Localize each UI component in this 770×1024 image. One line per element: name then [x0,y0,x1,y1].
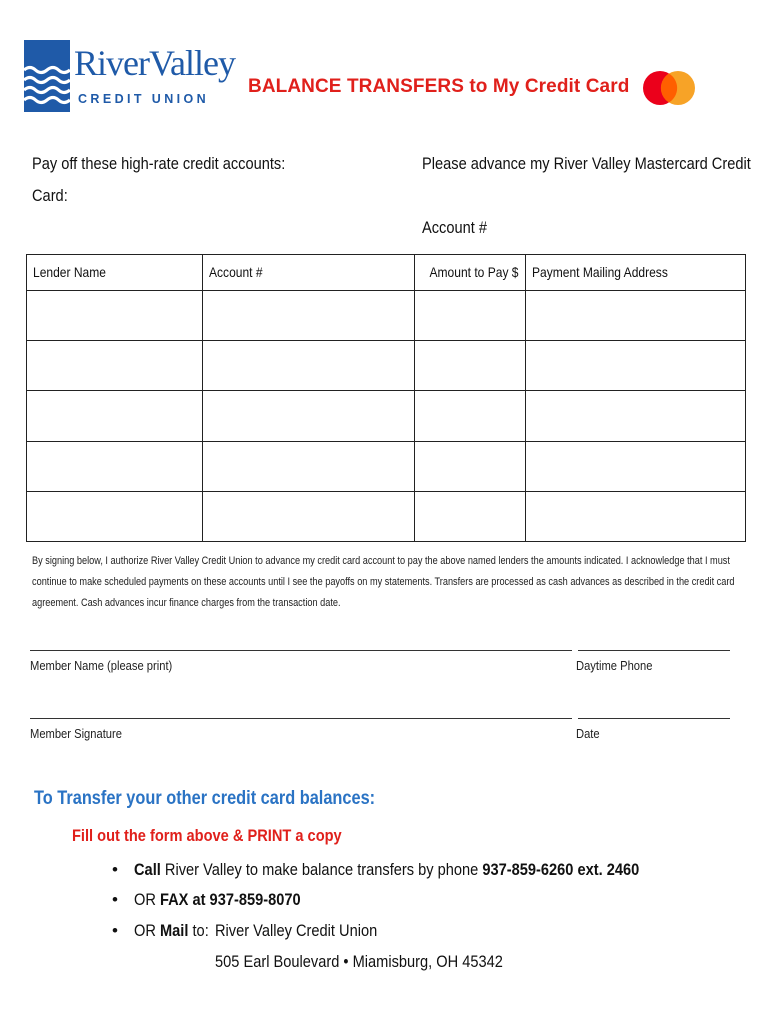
account-number-cell[interactable] [202,290,415,340]
mailing-address-cell[interactable] [525,290,745,340]
bullet: • [112,890,118,909]
table-row [27,290,746,340]
member-name-label: Member Name (please print) [30,658,173,673]
lender-table [26,254,746,542]
table-row [27,491,746,541]
amount-cell[interactable] [415,341,526,391]
authorization-disclaimer: By signing below, I authorize River Valley Credit Union to advance my credit card account to pay the above named lenders the amounts indicated. I acknowledge that I must continue to make scheduled payments on these accounts until I see the payoffs on my statements. Transfers are processed as cash advances as described in the credit card agreement. Cash advances incur finance charges from the transaction date. [32,555,735,609]
mailing-address-cell[interactable] [525,441,745,491]
logo-subtitle: CREDIT UNION [78,92,210,106]
mail-instruction: • OR Mail to: [112,921,209,940]
fax-instruction: • OR FAX at 937-859-8070 [112,890,301,909]
table-row [27,341,746,391]
payoff-intro: Pay off these high-rate credit accounts: [32,154,286,173]
amount-cell[interactable] [415,290,526,340]
call-instruction: • Call River Valley to make balance transfers by phone 937-859-6260 ext. 2460 [112,860,640,879]
mailing-address-cell[interactable] [525,391,745,441]
account-number-cell[interactable] [202,391,415,441]
amount-cell[interactable] [415,491,526,541]
amount-cell[interactable] [415,391,526,441]
table-header-row [27,255,746,291]
mail-address: 505 Earl Boulevard • Miamisburg, OH 45342 [215,952,503,971]
lender-name-cell[interactable] [27,441,203,491]
instructions-title: To Transfer your other credit card balances: [34,788,376,809]
river-wave-icon [24,40,70,112]
header-payment-mailing-address: Payment Mailing Address [525,255,745,291]
lender-name-cell[interactable] [27,341,203,391]
daytime-phone-field[interactable] [578,650,730,651]
river-valley-logo [24,40,235,112]
header-amount-to-pay: Amount to Pay $ [415,255,526,291]
amount-cell[interactable] [415,441,526,491]
table-row [27,391,746,441]
lender-name-cell[interactable] [27,391,203,441]
account-number-cell[interactable] [202,491,415,541]
header-lender-name: Lender Name [27,255,203,291]
member-signature-label: Member Signature [30,726,122,741]
table-row [27,441,746,491]
account-number-cell[interactable] [202,441,415,491]
mail-recipient-name: River Valley Credit Union [215,921,378,940]
document-title: BALANCE TRANSFERS to My Credit Card [248,76,630,97]
date-field[interactable] [578,718,730,719]
bullet: • [112,860,118,879]
header-account-number: Account # [202,255,415,291]
mailing-address-cell[interactable] [525,341,745,391]
lender-name-cell[interactable] [27,491,203,541]
member-signature-field[interactable] [30,718,572,719]
daytime-phone-label: Daytime Phone [576,658,653,673]
logo-name: RiverValley [74,43,235,83]
mastercard-logo-icon [640,58,698,118]
account-number-label: Account # [422,218,488,237]
advance-intro: Please advance my River Valley Mastercard Credit [422,154,751,173]
bullet: • [112,921,118,940]
lender-name-cell[interactable] [27,290,203,340]
mailing-address-cell[interactable] [525,491,745,541]
card-label: Card: [32,186,68,205]
instructions-subtitle: Fill out the form above & PRINT a copy [72,826,342,845]
account-number-cell[interactable] [202,341,415,391]
date-label: Date [576,726,600,741]
member-name-field[interactable] [30,650,572,651]
